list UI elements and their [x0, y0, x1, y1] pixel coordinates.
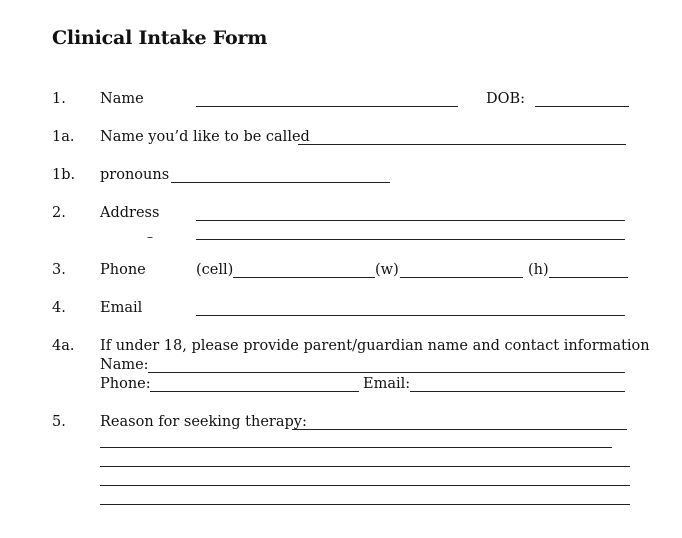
q5-number: 5.	[52, 414, 66, 430]
guardian-email-field[interactable]	[410, 391, 625, 392]
guardian-phone-label: Phone:	[100, 376, 151, 392]
cell-phone-field[interactable]	[233, 277, 375, 278]
reason-line-3-field[interactable]	[100, 466, 630, 467]
q4-label: Email	[100, 300, 143, 316]
dob-label: DOB:	[486, 91, 526, 107]
address-line-2-field[interactable]	[196, 239, 625, 240]
q1b-label: pronouns	[100, 167, 170, 183]
q3-number: 3.	[52, 262, 66, 278]
q1a-label: Name you’d like to be called	[100, 129, 310, 145]
address-line-1-field[interactable]	[196, 220, 625, 221]
reason-line-4-field[interactable]	[100, 485, 630, 486]
email-field[interactable]	[196, 315, 625, 316]
work-phone-field[interactable]	[400, 277, 523, 278]
form-title: Clinical Intake Form	[52, 27, 268, 49]
preferred-name-field[interactable]	[298, 144, 626, 145]
q1b-number: 1b.	[52, 167, 76, 183]
reason-line-2-field[interactable]	[100, 447, 612, 448]
q3-label: Phone	[100, 262, 146, 278]
home-phone-label: (h)	[528, 262, 549, 278]
name-field[interactable]	[196, 106, 458, 107]
address-mark: –	[147, 230, 153, 244]
home-phone-field[interactable]	[549, 277, 628, 278]
pronouns-field[interactable]	[171, 182, 390, 183]
q4a-label: If under 18, please provide parent/guardian name and contact information	[100, 338, 650, 354]
q4a-number: 4a.	[52, 338, 75, 354]
q5-label: Reason for seeking therapy:	[100, 414, 307, 430]
guardian-name-label: Name:	[100, 357, 149, 373]
guardian-email-label: Email:	[363, 376, 411, 392]
work-phone-label: (w)	[375, 262, 399, 278]
q2-label: Address	[100, 205, 160, 221]
guardian-phone-field[interactable]	[150, 391, 359, 392]
q1a-number: 1a.	[52, 129, 75, 145]
guardian-name-field[interactable]	[148, 372, 625, 373]
dob-field[interactable]	[535, 106, 629, 107]
q4-number: 4.	[52, 300, 66, 316]
q1-label: Name	[100, 91, 144, 107]
q1-number: 1.	[52, 91, 66, 107]
reason-line-1-field[interactable]	[292, 429, 627, 430]
reason-line-5-field[interactable]	[100, 504, 630, 505]
cell-phone-label: (cell)	[196, 262, 234, 278]
q2-number: 2.	[52, 205, 66, 221]
